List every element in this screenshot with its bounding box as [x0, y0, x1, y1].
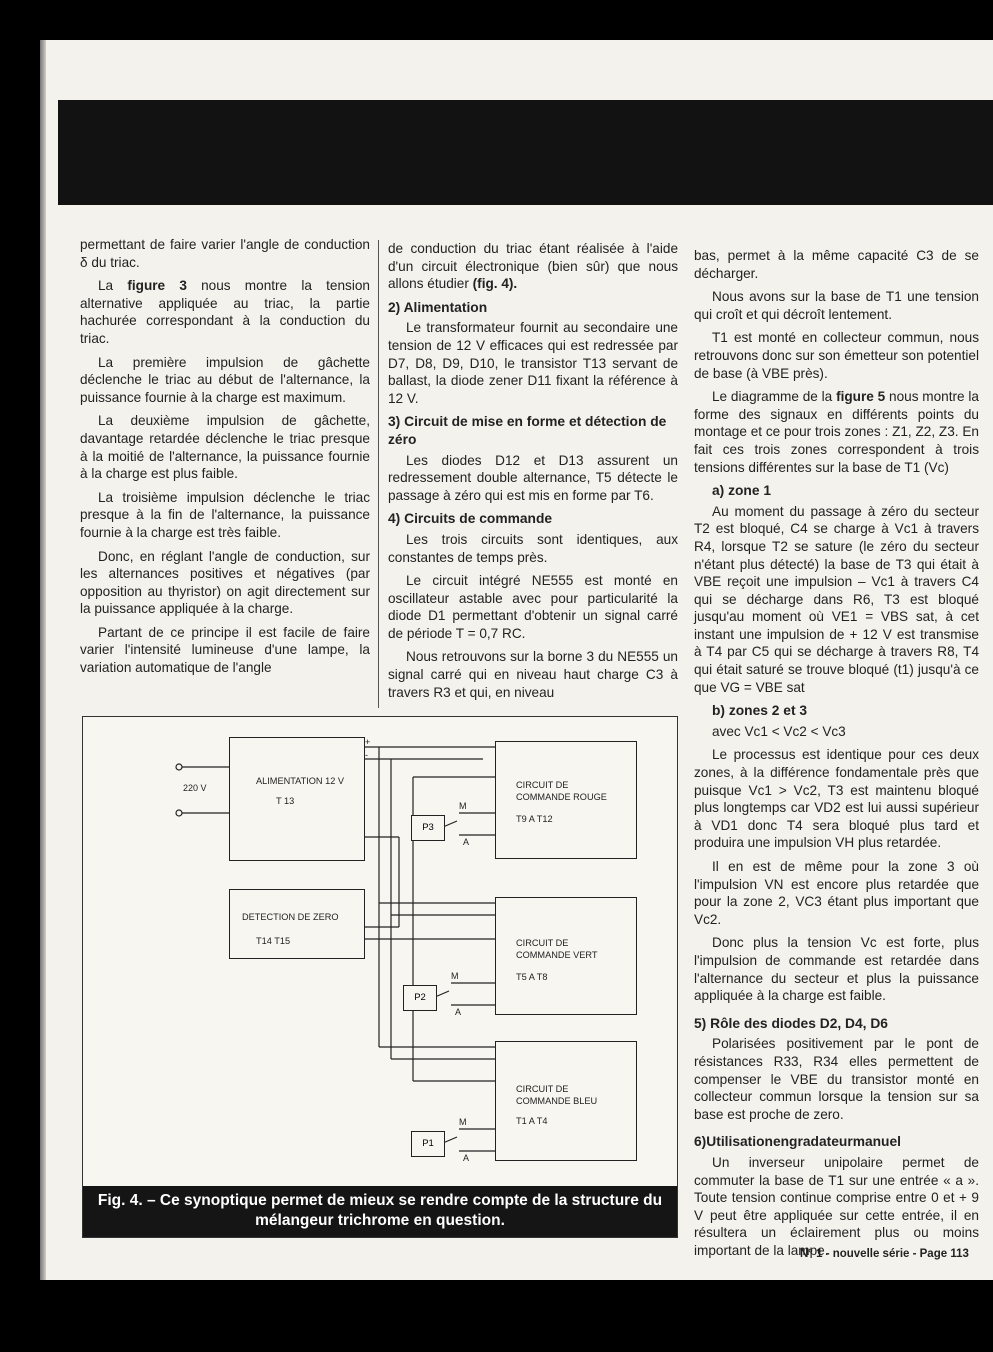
paragraph: Le transformateur fournit au secondaire une tension de 12 V efficaces qui est redressée par D7, D8, D9, D10, le transistor T13 servant de ballast, la diode zener D11 fixant la référence à 12 V.	[388, 320, 678, 406]
paragraph: Les trois circuits sont identiques, aux constantes de temps près.	[388, 531, 678, 565]
circuit-bleu-block: CIRCUIT DE COMMANDE BLEU T1 A T4	[495, 1041, 637, 1161]
paragraph: bas, permet à la même capacité C3 de se décharger.	[694, 248, 979, 281]
switch-a-label: A	[463, 837, 470, 847]
minus-label: -	[365, 750, 368, 760]
section-heading: 5) Rôle des diodes D2, D4, D6	[694, 1015, 888, 1031]
paragraph: La troisième impulsion déclenche le triac presque à la fin de l'alternance, la puissance fournie à la charge est très faible.	[80, 489, 370, 540]
input-terminal	[176, 764, 182, 770]
potentiometer-p2: P2	[403, 985, 437, 1011]
paragraph: avec Vc1 < Vc2 < Vc3	[712, 723, 846, 739]
section-heading: 2) Alimentation	[388, 299, 488, 315]
circuit-rouge-block: CIRCUIT DE COMMANDE ROUGE T9 A T12	[495, 741, 637, 859]
magazine-page	[40, 40, 993, 1280]
paragraph: Nous avons sur la base de T1 une tension qui croît et qui décroît lentement.	[694, 289, 979, 322]
circuit-vert-block: CIRCUIT DE COMMANDE VERT T5 A T8	[495, 897, 637, 1015]
column-divider	[378, 240, 379, 708]
column-3	[694, 247, 979, 1265]
potentiometer-p1: P1	[411, 1131, 445, 1157]
page-spine	[40, 40, 46, 1280]
paragraph: Partant de ce principe il est facile de faire varier l'intensité lumineuse d'une lampe, la variation automatique de l'angle	[80, 624, 370, 676]
switch-m-label: M	[451, 971, 459, 981]
switch-m-label: M	[459, 801, 467, 811]
paragraph: La deuxième impulsion de gâchette, davantage retardée déclenche le triac presque à la moitié de l'alternance, la puissance fournie à la charge est plus faible.	[80, 413, 370, 482]
paragraph: permettant de faire varier l'angle de conduction δ du triac.	[80, 237, 370, 270]
detection-zero-block: DETECTION DE ZERO T14 T15	[229, 889, 365, 959]
figure-caption: Fig. 4. – Ce synoptique permet de mieux se rendre compte de la structure du mélangeur trichrome en question.	[83, 1186, 677, 1237]
potentiometer-p3: P3	[411, 815, 445, 841]
paragraph: Le processus est identique pour ces deux zones, à la différence fondamentale près que puisque Vc1 > Vc2, T3 est maintenu bloqué plus longtemps car VD2 est lui aussi supérieur à VD1 donc T4 sera bloqué plus tard et produira une impulsion VH plus retardée.	[694, 747, 979, 851]
paragraph: La figure 3 nous montre la tension alternative appliquée au triac, la partie hachurée correspondant à la conduction du triac.	[80, 278, 370, 346]
page-footer: N° 1 - nouvelle série - Page 113	[800, 1248, 969, 1260]
section-heading: 6)Utilisationengradateurmanuel	[694, 1134, 901, 1150]
paragraph: La première impulsion de gâchette déclenche le triac au début de l'alternance, la puissance fournie à la charge est maximum.	[80, 354, 370, 405]
switch-m-label: M	[459, 1117, 467, 1127]
paragraph: Polarisées positivement par le pont de résistances R33, R34 elles permettent de compenser le VBE du transistor monté en collecteur commun lorsque la tension sur sa base est proche de zero.	[694, 1036, 979, 1122]
subsection-heading: b) zones 2 et 3	[712, 703, 808, 719]
paragraph: Les diodes D12 et D13 assurent un redressement double alternance, T5 détecte le passage à zéro qui est mis en forme par T6.	[388, 452, 678, 503]
paragraph: Il en est de même pour la zone 3 où l'impulsion VN est encore plus retardée que pour la zone 2, VC3 étant plus important que Vc2.	[694, 859, 979, 927]
input-voltage-label: 220 V	[183, 783, 207, 793]
plus-label: +	[365, 737, 371, 747]
section-heading: 4) Circuits de commande	[388, 511, 553, 527]
paragraph: Donc plus la tension Vc est forte, plus l'impulsion de commande est retardée dans l'alternance du secteur et plus la puissance appliquée à la charge est faible.	[694, 935, 979, 1004]
switch-a-label: A	[455, 1007, 462, 1017]
input-terminal	[176, 810, 182, 816]
section-heading: 3) Circuit de mise en forme et détection de zéro	[388, 414, 667, 447]
header-band	[58, 100, 993, 205]
subsection-heading: a) zone 1	[712, 483, 772, 499]
column-2	[388, 240, 678, 707]
paragraph: Le circuit intégré NE555 est monté en oscillateur astable avec pour particularité la diode D1 permettant d'obtenir un signal carré de période T = 0,7 RC.	[388, 573, 678, 641]
switch-a-label: A	[463, 1153, 470, 1163]
column-1	[80, 236, 370, 683]
paragraph: Au moment du passage à zéro du secteur T2 est bloqué, C4 se charge à Vc1 à travers R4, lorsque T2 se sature (le zéro du secteur n'étant plus détecté) la base de T3 qui était à VBE reçoit une impulsion – Vc1 à travers C4 qui se décharge dans R6, T3 est bloqué jusqu'au moment où VE1 = VBS sat, à cet instant une impulsion de + 12 V est transmise à T4 par C5 qui se décharge à travers R8, T4 qui était saturé se trouve bloqué (t1) jusqu'à ce que VG = VBE sat	[694, 503, 979, 695]
alimentation-block: ALIMENTATION 12 V T 13	[229, 737, 365, 861]
paragraph: Le diagramme de la figure 5 nous montre la forme des signaux en différents points du montage et ce pour trois zones : Z1, Z2, Z3. En fait ces trois zones correspondent à trois tensions différentes sur la base de T1 (Vc)	[694, 389, 979, 475]
paragraph: Nous retrouvons sur la borne 3 du NE555 un signal carré qui en niveau haut charge C3 à travers R3 et qui, en niveau	[388, 649, 678, 700]
paragraph: de conduction du triac étant réalisée à l'aide d'un circuit électronique (bien sûr) que nous allons étudier (fig. 4).	[388, 241, 678, 292]
paragraph: T1 est monté en collecteur commun, nous retrouvons donc sur son émetteur son potentiel de base (à VBE près).	[694, 330, 979, 381]
figure-4-block-diagram	[82, 716, 678, 1238]
paragraph: Un inverseur unipolaire permet de commuter la base de T1 sur une entrée « a ». Toute tension continue comprise entre 0 et + 9 V peut être appliquée sur cette entrée, il en résultera un éclairement plus ou moins important de la lampe.	[694, 1154, 979, 1258]
paragraph: Donc, en réglant l'angle de conduction, sur les alternances positives et négatives (par opposition au thyristor) on agit directement sur la puissance appliquée à la charge.	[80, 548, 370, 617]
